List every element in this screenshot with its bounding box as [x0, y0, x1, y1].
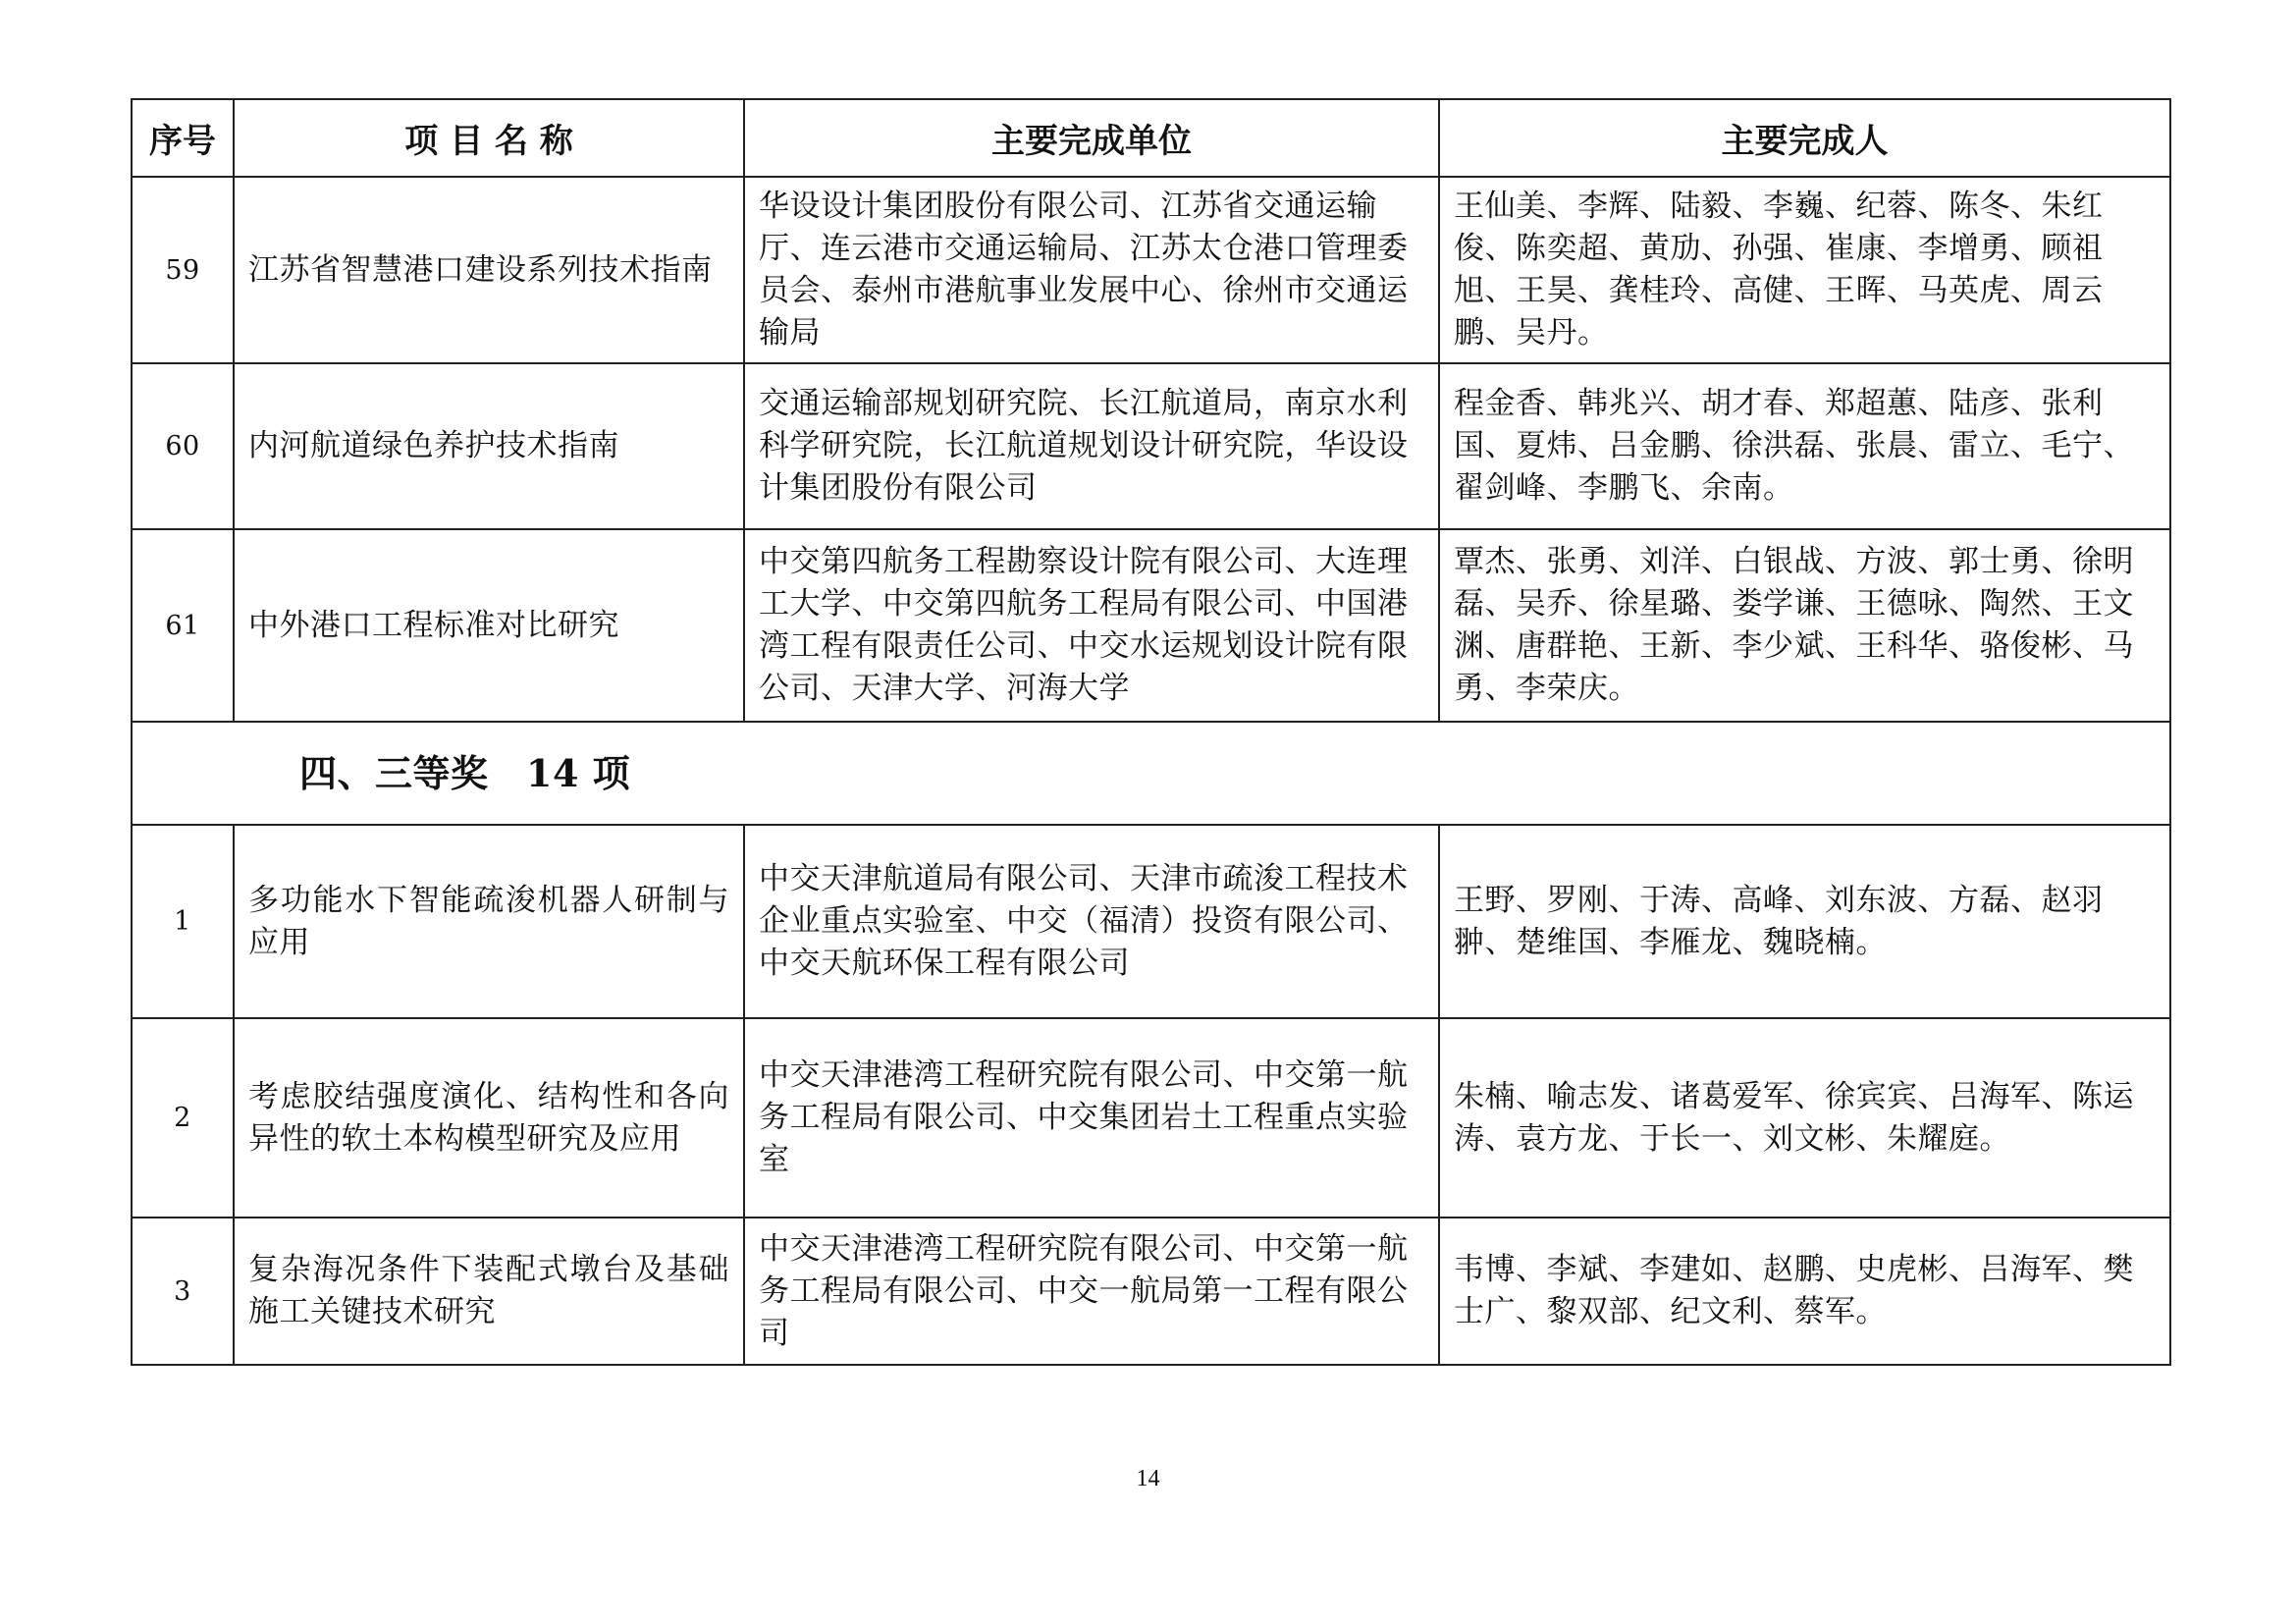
table-header-row: [132, 99, 2170, 177]
completing-persons: 王仙美、李辉、陆毅、李巍、纪蓉、陈冬、朱红俊、陈奕超、黄劢、孙强、崔康、李增勇、顾祖旭、王昊、龚桂玲、高健、王晖、马英虎、周云鹏、吴丹。: [1439, 177, 2170, 363]
header-units: 主要完成单位: [744, 99, 1439, 177]
row-number: 59: [132, 177, 234, 363]
row-number: 3: [132, 1218, 234, 1365]
completing-units: 中交第四航务工程勘察设计院有限公司、大连理工大学、中交第四航务工程局有限公司、中国港湾工程有限责任公司、中交水运规划设计院有限公司、天津大学、河海大学: [744, 529, 1439, 722]
table-row: [132, 1218, 2170, 1365]
section-title: 四、三等奖 14 项: [132, 722, 2170, 825]
table-row: [132, 529, 2170, 722]
completing-units: 华设设计集团股份有限公司、江苏省交通运输厅、连云港市交通运输局、江苏太仓港口管理委员会、泰州市港航事业发展中心、徐州市交通运输局: [744, 177, 1439, 363]
page-number: 14: [1136, 1466, 1160, 1491]
table-row: [132, 1018, 2170, 1218]
completing-persons: 覃杰、张勇、刘洋、白银战、方波、郭士勇、徐明磊、吴乔、徐星璐、娄学谦、王德咏、陶然、王文渊、唐群艳、王新、李少斌、王科华、骆俊彬、马勇、李荣庆。: [1439, 529, 2170, 722]
header-persons: 主要完成人: [1439, 99, 2170, 177]
section-row: [132, 722, 2170, 825]
completing-persons: 朱楠、喻志发、诸葛爱军、徐宾宾、吕海军、陈运涛、袁方龙、于长一、刘文彬、朱耀庭。: [1439, 1018, 2170, 1218]
completing-units: 中交天津港湾工程研究院有限公司、中交第一航务工程局有限公司、中交集团岩土工程重点实验室: [744, 1018, 1439, 1218]
header-project-name: 项 目 名 称: [234, 99, 744, 177]
project-name: 中外港口工程标准对比研究: [234, 529, 744, 722]
row-number: 61: [132, 529, 234, 722]
awards-table: [131, 98, 2171, 1366]
table-row: [132, 825, 2170, 1018]
completing-units: 中交天津港湾工程研究院有限公司、中交第一航务工程局有限公司、中交一航局第一工程有限公司: [744, 1218, 1439, 1365]
table-row: [132, 363, 2170, 529]
row-number: 1: [132, 825, 234, 1018]
completing-persons: 韦博、李斌、李建如、赵鹏、史虎彬、吕海军、樊士广、黎双部、纪文利、蔡军。: [1439, 1218, 2170, 1365]
project-name: 复杂海况条件下装配式墩台及基础施工关键技术研究: [234, 1218, 744, 1365]
header-no: 序号: [132, 99, 234, 177]
completing-units: 交通运输部规划研究院、长江航道局，南京水利科学研究院，长江航道规划设计研究院，华设设计集团股份有限公司: [744, 363, 1439, 529]
project-name: 内河航道绿色养护技术指南: [234, 363, 744, 529]
completing-units: 中交天津航道局有限公司、天津市疏浚工程技术企业重点实验室、中交（福清）投资有限公司、中交天航环保工程有限公司: [744, 825, 1439, 1018]
row-number: 60: [132, 363, 234, 529]
completing-persons: 程金香、韩兆兴、胡才春、郑超蕙、陆彦、张利国、夏炜、吕金鹏、徐洪磊、张晨、雷立、毛宁、翟剑峰、李鹏飞、余南。: [1439, 363, 2170, 529]
project-name: 考虑胶结强度演化、结构性和各向异性的软土本构模型研究及应用: [234, 1018, 744, 1218]
completing-persons: 王野、罗刚、于涛、高峰、刘东波、方磊、赵羽翀、楚维国、李雁龙、魏晓楠。: [1439, 825, 2170, 1018]
project-name: 多功能水下智能疏浚机器人研制与应用: [234, 825, 744, 1018]
row-number: 2: [132, 1018, 234, 1218]
project-name: 江苏省智慧港口建设系列技术指南: [234, 177, 744, 363]
table-row: [132, 177, 2170, 363]
